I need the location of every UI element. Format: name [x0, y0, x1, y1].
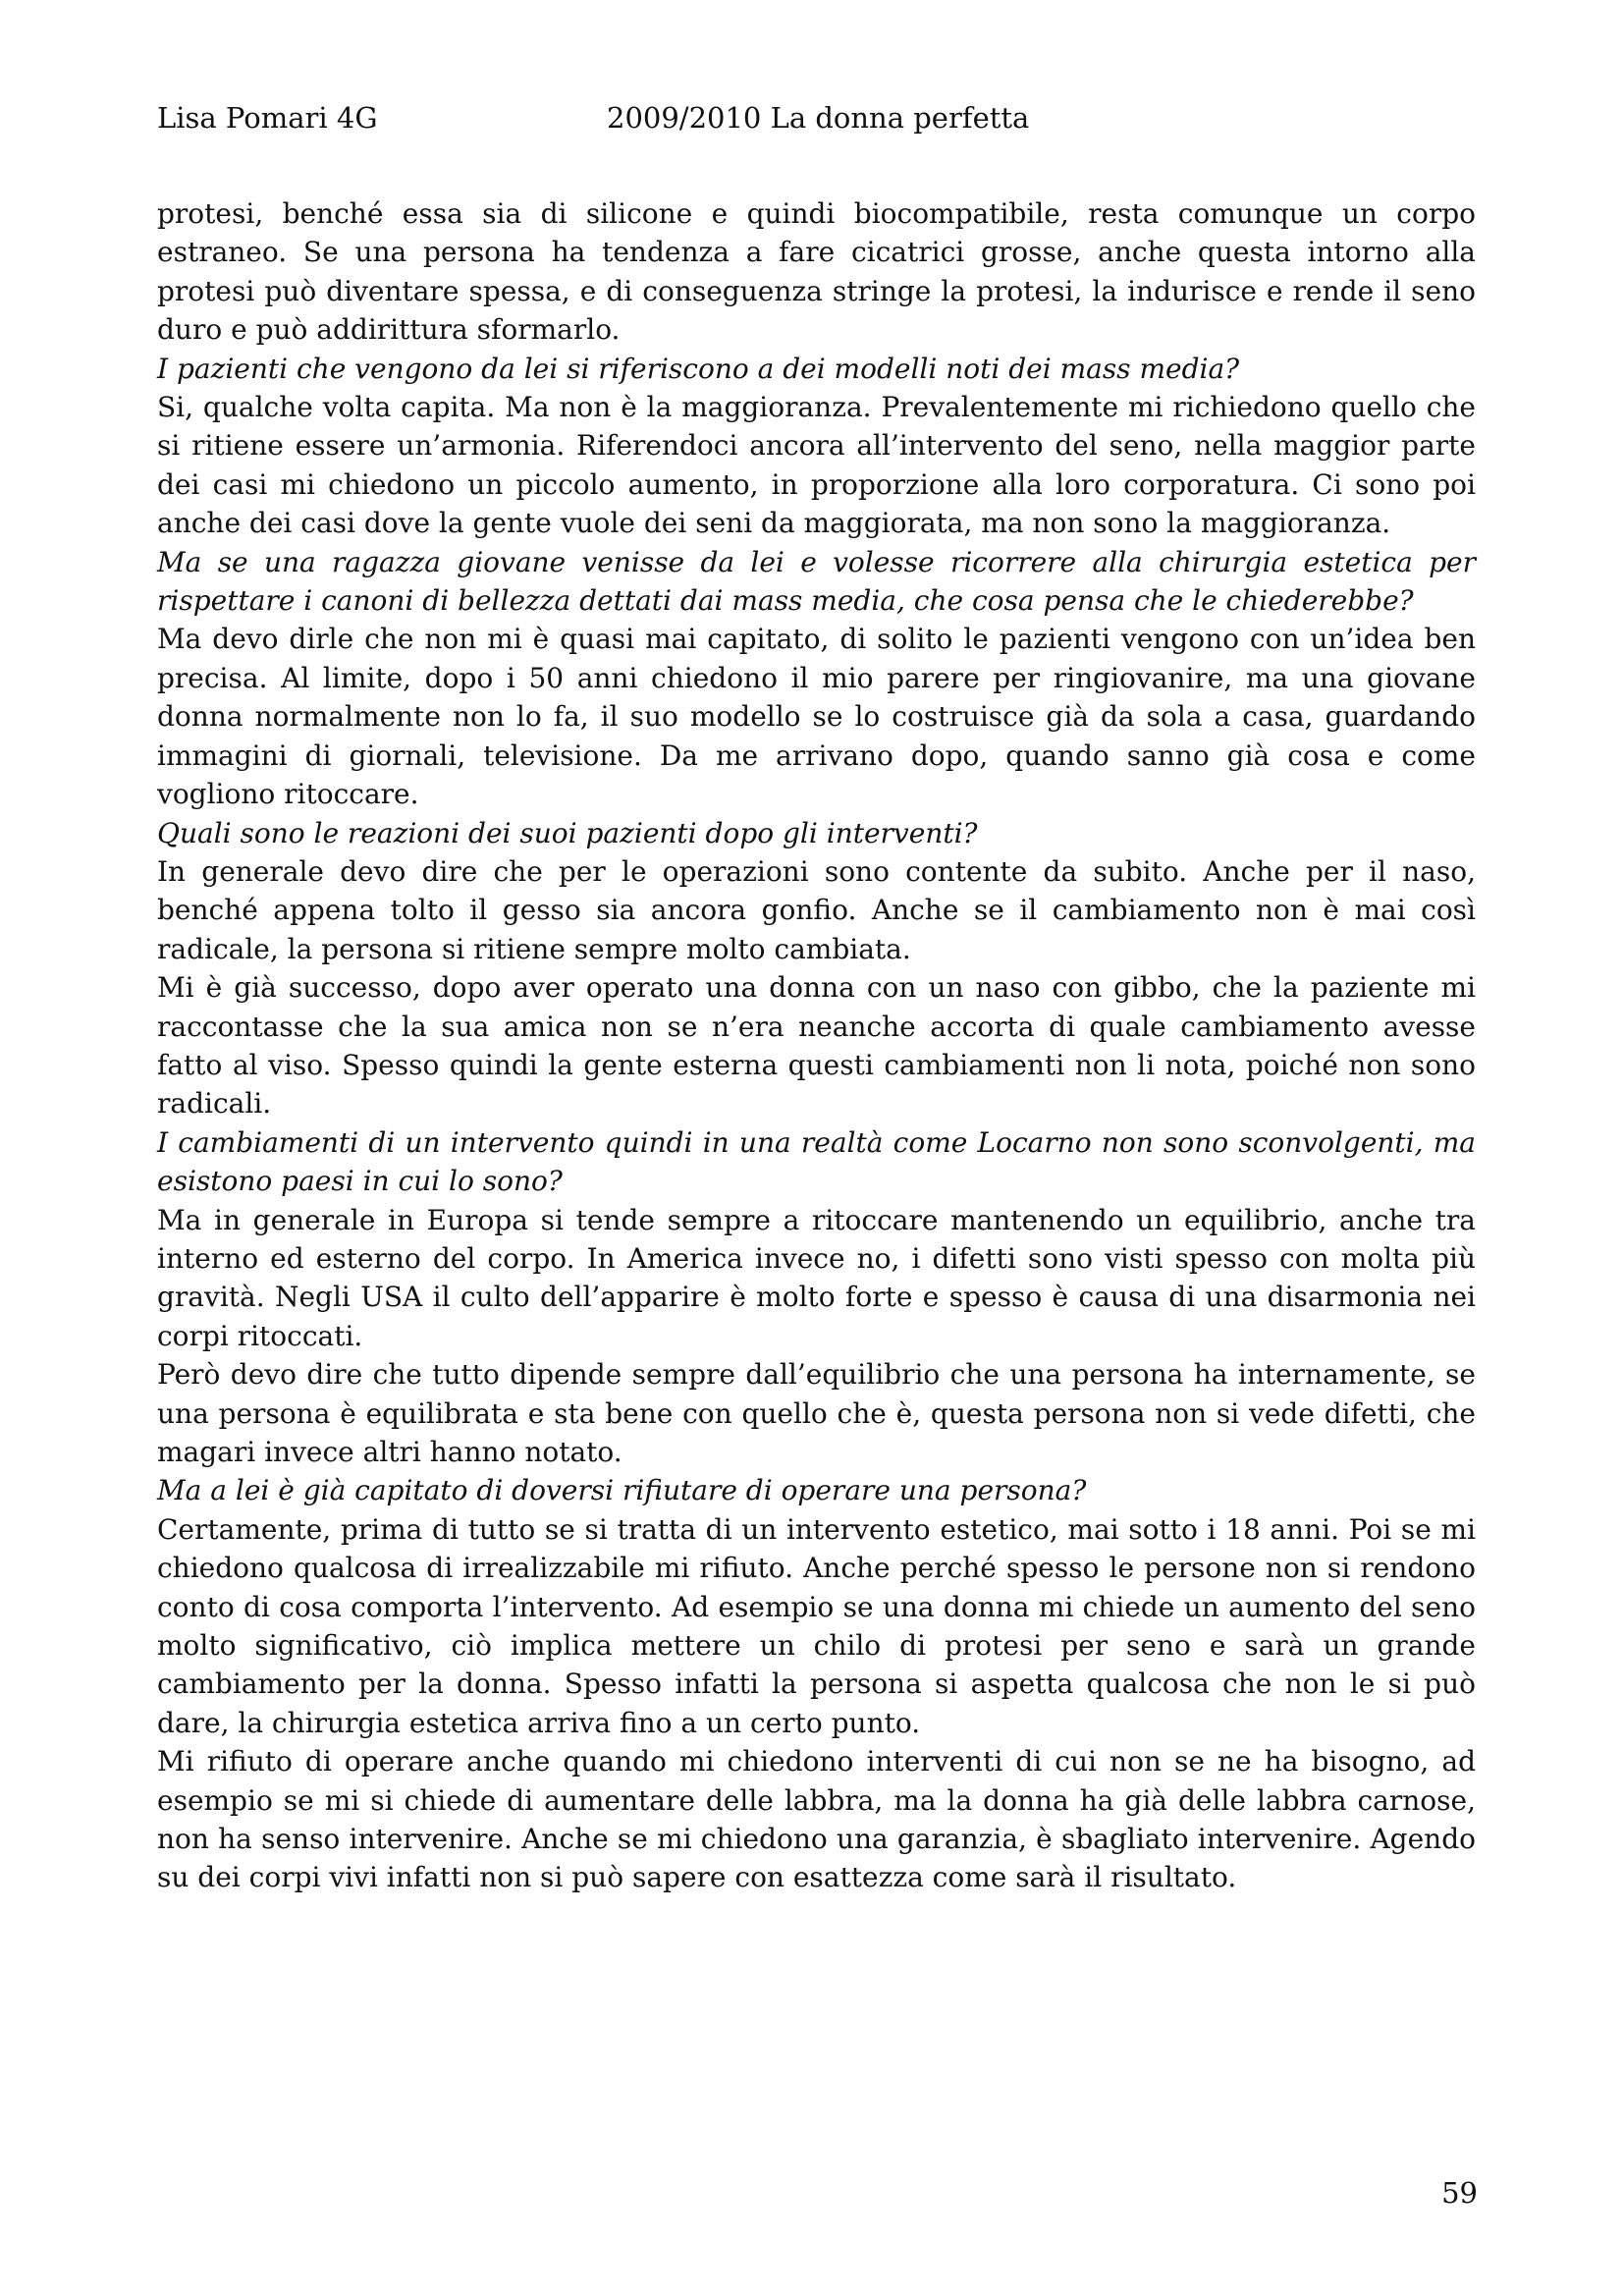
answer-paragraph: Ma in generale in Europa si tende sempre a ritoccare mantenendo un equilibrio, anche tra interno ed esterno del corpo. In America invece no, i difetti sono visti spesso con molta più gravità. Negli USA il culto dell’apparire è molto forte e spesso è causa di una disarmonia nei corpi ritoccati. — [157, 1203, 1476, 1352]
answer-paragraph: protesi, benché essa sia di silicone e quindi biocompatibile, resta comunque un corpo estraneo. Se una persona ha tendenza a fare cicatrici grosse, anche questa intorno alla protesi può diventare spessa, e di conseguenza stringe la protesi, la indurisce e rende il seno duro e può addirittura sformarlo. — [157, 197, 1476, 347]
answer-paragraph: In generale devo dire che per le operazioni sono contente da subito. Anche per il naso, benché appena tolto il gesso sia ancora gonfio. Anche se il cambiamento non è mai così radicale, la persona si ritiene sempre molto cambiata. — [157, 854, 1476, 965]
interview-question: Ma se una ragazza giovane venisse da lei e volesse ricorrere alla chirurgia estetica per rispettare i canoni di bellezza dettati dai mass media, che cosa pensa che le chiederebbe? — [157, 545, 1476, 618]
answer-paragraph: Ma devo dirle che non mi è quasi mai capitato, di solito le pazienti vengono con un’idea ben precisa. Al limite, dopo i 50 anni chiedono il mio parere per ringiovanire, ma una giovane donna normalmente non lo fa, il suo modello se lo costruisce già da sola a casa, guardando immagini di giornali, televisione. Da me arrivano dopo, quando sanno già cosa e come vogliono ritoccare. — [157, 623, 1476, 811]
page-number: 59 — [1441, 2176, 1478, 2210]
answer-paragraph: Si, qualche volta capita. Ma non è la maggioranza. Prevalentemente mi richiedono quello che si ritiene essere un’armonia. Riferendoci ancora all’intervento del seno, nella maggior parte dei casi mi chiedono un piccolo aumento, in proporzione alla loro corporatura. Ci sono poi anche dei casi dove la gente vuole dei seni da maggiorata, ma non sono la maggioranza. — [157, 391, 1476, 540]
interview-question: Ma a lei è già capitato di doversi rifiutare di operare una persona? — [157, 1474, 1087, 1507]
answer-paragraph: Mi è già successo, dopo aver operato una donna con un naso con gibbo, che la paziente mi raccontasse che la sua amica non se n’era neanche accorta di quale cambiamento avesse fatto al viso. Spesso quindi la gente esterna questi cambiamenti non li nota, poiché non sono radicali. — [157, 971, 1476, 1121]
interview-question: Quali sono le reazioni dei suoi pazienti dopo gli interventi? — [157, 816, 978, 849]
header-author: Lisa Pomari 4G — [157, 101, 378, 135]
answer-paragraph: Mi rifiuto di operare anche quando mi chiedono interventi di cui non se ne ha bisogno, ad esempio se mi si chiede di aumentare delle labbra, ma la donna ha già delle labbra carnose, non ha senso intervenire. Anche se mi chiedono una garanzia, è sbagliato intervenire. Agendo su dei corpi vivi infatti non si può sapere con esattezza come sarà il risultato. — [157, 1745, 1476, 1894]
interview-question: I pazienti che vengono da lei si riferiscono a dei modelli noti dei mass media? — [157, 352, 1240, 385]
page-header — [157, 96, 1473, 139]
header-title: 2009/2010 La donna perfetta — [607, 101, 1030, 135]
answer-paragraph: Però devo dire che tutto dipende sempre dall’equilibrio che una persona ha internamente, se una persona è equilibrata e sta bene con quello che è, questa persona non si vede difetti, che magari invece altri hanno notato. — [157, 1358, 1476, 1468]
interview-question: I cambiamenti di un intervento quindi in una realtà come Locarno non sono sconvolgenti, ma esistono paesi in cui lo sono? — [157, 1125, 1476, 1198]
body-text — [157, 194, 1476, 1897]
answer-paragraph: Certamente, prima di tutto se si tratta di un intervento estetico, mai sotto i 18 anni. Poi se mi chiedono qualcosa di irrealizzabile mi rifiuto. Anche perché spesso le persone non si rendono conto di cosa comporta l’intervento. Ad esempio se una donna mi chiede un aumento del seno molto significativo, ciò implica mettere un chilo di protesi per seno e sarà un grande cambiamento per la donna. Spesso infatti la persona si aspetta qualcosa che non le si può dare, la chirurgia estetica arriva fino a un certo punto. — [157, 1512, 1476, 1739]
